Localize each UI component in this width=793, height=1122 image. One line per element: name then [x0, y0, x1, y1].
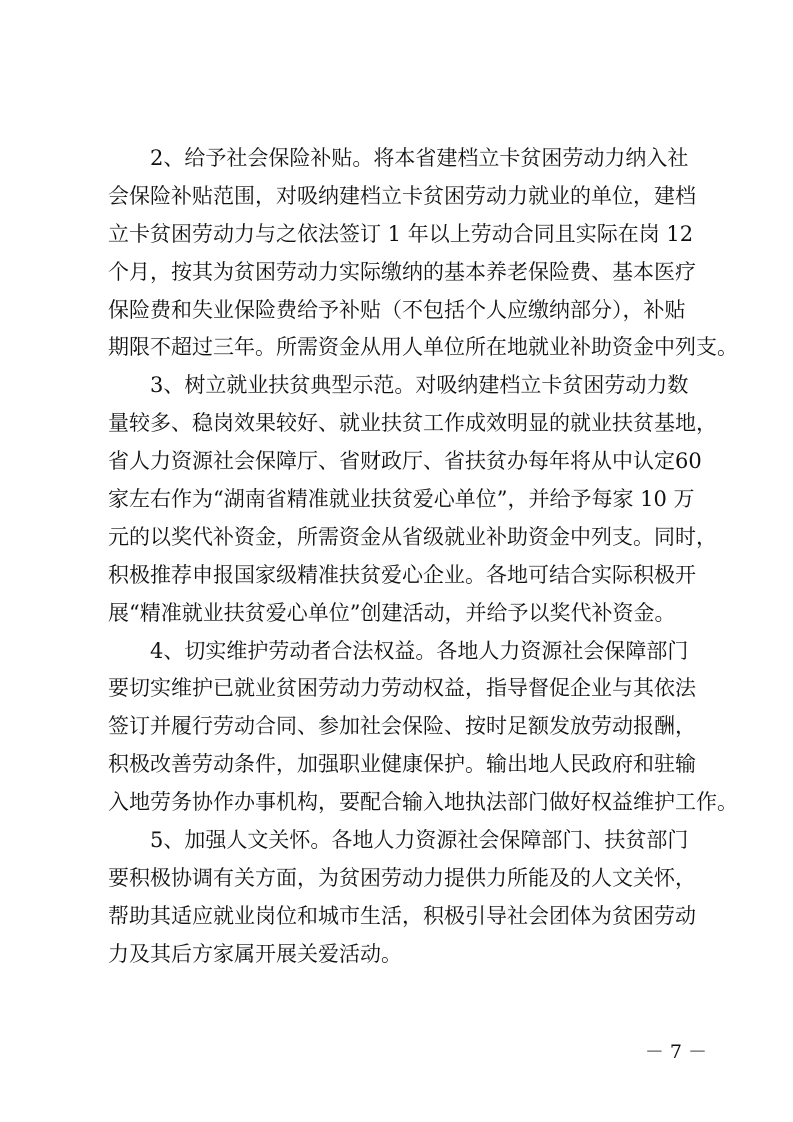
text-line: 省人力资源社会保障厅、省财政厅、省扶贫办每年将从中认定60 — [108, 449, 702, 474]
text-line: 个月，按其为贫困劳动力实际缴纳的基本养老保险费、基本医疗 — [108, 259, 696, 284]
text-line: 积极改善劳动条件，加强职业健康保护。输出地人民政府和驻输 — [108, 752, 696, 777]
text-line: 4、切实维护劳动者合法权益。各地人力资源社会保障部门 — [108, 638, 689, 663]
text-line: 2、给予社会保险补贴。将本省建档立卡贫困劳动力纳入社 — [108, 146, 689, 170]
text-line: 要积极协调有关方面，为贫困劳动力提供力所能及的人文关怀， — [108, 865, 696, 890]
text-line: 会保险补贴范围，对吸纳建档立卡贫困劳动力就业的单位，建档 — [108, 183, 696, 208]
text-line: 元的以奖代补资金，所需资金从省级就业补助资金中列支。同时， — [108, 524, 717, 549]
text-line: 力及其后方家属开展关爱活动。 — [108, 941, 402, 966]
text-line: 保险费和失业保险费给予补贴（不包括个人应缴纳部分），补贴 — [108, 297, 686, 322]
document-body — [108, 140, 738, 974]
text-line: 5、加强人文关怀。各地人力资源社会保障部门、扶贫部门 — [108, 828, 689, 853]
text-line: 入地劳务协作办事机构，要配合输入地执法部门做好权益维护工作。 — [108, 790, 738, 815]
text-line: 立卡贫困劳动力与之依法签订 1 年以上劳动合同且实际在岗 12 — [108, 221, 694, 246]
text-line: 家左右作为“湖南省精准就业扶贫爱心单位”，并给予每家 10 万 — [108, 487, 695, 512]
text-line: 帮助其适应就业岗位和城市生活，积极引导社会团体为贫困劳动 — [108, 903, 696, 928]
text-line: 期限不超过三年。所需资金从用人单位所在地就业补助资金中列支。 — [108, 335, 738, 360]
text-line: 3、树立就业扶贫典型示范。对吸纳建档立卡贫困劳动力数 — [108, 373, 689, 398]
text-line: 积极推荐申报国家级精准扶贫爱心企业。各地可结合实际积极开 — [108, 562, 696, 587]
text-line: 要切实维护已就业贫困劳动力劳动权益，指导督促企业与其依法 — [108, 676, 696, 701]
text-line: 展“精准就业扶贫爱心单位”创建活动，并给予以奖代补资金。 — [108, 600, 676, 625]
page-number: － 7 － — [644, 1041, 707, 1063]
text-line: 签订并履行劳动合同、参加社会保险、按时足额发放劳动报酬， — [108, 714, 696, 739]
text-line: 量较多、稳岗效果较好、就业扶贫工作成效明显的就业扶贫基地， — [108, 411, 717, 436]
